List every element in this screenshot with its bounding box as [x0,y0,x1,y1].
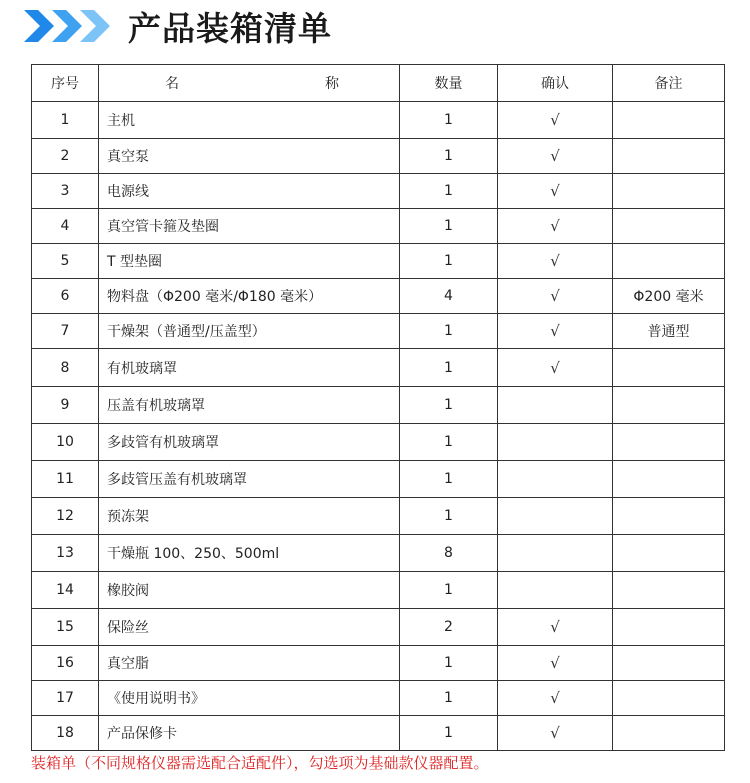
cell-confirm [498,646,613,681]
cell-remark [613,209,725,244]
cell-remark [613,681,725,716]
header-name-b: 称 [325,76,339,92]
cell-remark [613,535,725,572]
cell-confirm [498,572,613,609]
cell-remark [613,139,725,174]
cell-name: 物料盘（Φ200 毫米/Φ180 毫米） [99,279,400,314]
cell-remark [613,244,725,279]
cell-confirm [498,535,613,572]
cell-remark [613,716,725,751]
table-row [32,314,725,349]
checkmark-icon: √ [550,654,560,672]
header-confirm: 确认 [498,65,613,102]
table-row [32,716,725,751]
cell-remark [613,349,725,387]
cell-name: 产品保修卡 [99,716,400,751]
cell-qty: 1 [400,646,498,681]
cell-index: 12 [32,498,99,535]
cell-name: 橡胶阀 [99,572,400,609]
cell-qty: 1 [400,102,498,139]
cell-index: 2 [32,139,99,174]
table-row [32,646,725,681]
table-row [32,461,725,498]
cell-qty: 1 [400,349,498,387]
cell-name: 多歧管压盖有机玻璃罩 [99,461,400,498]
cell-index: 13 [32,535,99,572]
cell-confirm [498,609,613,646]
cell-confirm [498,681,613,716]
checkmark-icon: √ [550,111,560,129]
table-row [32,349,725,387]
table-header-row [32,65,725,102]
header-index: 序号 [32,65,99,102]
checkmark-icon: √ [550,358,560,377]
cell-qty: 1 [400,139,498,174]
cell-confirm [498,349,613,387]
checkmark-icon: √ [550,724,560,742]
cell-remark [613,572,725,609]
footer-note: 装箱单（不同规格仪器需选配合适配件），勾选项为基础款仪器配置。 [31,754,489,772]
cell-qty: 1 [400,209,498,244]
cell-remark: Φ200 毫米 [613,279,725,314]
cell-index: 18 [32,716,99,751]
cell-index: 3 [32,174,99,209]
page-title: 产品装箱清单 [128,8,332,48]
cell-qty: 2 [400,609,498,646]
table-row [32,102,725,139]
cell-qty: 1 [400,498,498,535]
cell-confirm [498,139,613,174]
chevron-arrows-icon [24,10,112,42]
cell-qty: 1 [400,716,498,751]
cell-index: 17 [32,681,99,716]
header-name-a: 名 [165,76,179,92]
table-body [32,102,725,751]
header [24,4,332,48]
header-name [99,65,400,102]
checkmark-icon: √ [550,618,560,636]
cell-name: 主机 [99,102,400,139]
cell-qty: 1 [400,572,498,609]
cell-index: 15 [32,609,99,646]
cell-index: 11 [32,461,99,498]
cell-name: 干燥架（普通型/压盖型） [99,314,400,349]
cell-name: 电源线 [99,174,400,209]
cell-qty: 1 [400,387,498,424]
cell-qty: 1 [400,174,498,209]
cell-qty: 1 [400,461,498,498]
cell-remark [613,461,725,498]
cell-confirm [498,498,613,535]
cell-index: 9 [32,387,99,424]
cell-index: 7 [32,314,99,349]
cell-index: 10 [32,424,99,461]
cell-index: 1 [32,102,99,139]
cell-confirm [498,461,613,498]
table-row [32,174,725,209]
cell-remark [613,174,725,209]
table-row [32,244,725,279]
cell-qty: 1 [400,681,498,716]
cell-remark [613,646,725,681]
checkmark-icon: √ [550,147,560,165]
table-row [32,498,725,535]
cell-confirm [498,102,613,139]
cell-name: 《使用说明书》 [99,681,400,716]
cell-index: 5 [32,244,99,279]
header-qty: 数量 [400,65,498,102]
cell-confirm [498,209,613,244]
checkmark-icon: √ [550,217,560,235]
cell-confirm [498,424,613,461]
cell-confirm [498,279,613,314]
checkmark-icon: √ [550,252,560,270]
cell-qty: 1 [400,424,498,461]
table-row [32,209,725,244]
cell-name: 真空泵 [99,139,400,174]
cell-confirm [498,387,613,424]
cell-confirm [498,244,613,279]
cell-index: 16 [32,646,99,681]
packing-list-table [31,64,725,751]
table-row [32,609,725,646]
cell-remark [613,387,725,424]
table-row [32,387,725,424]
cell-name: T 型垫圈 [99,244,400,279]
cell-qty: 4 [400,279,498,314]
table-row [32,279,725,314]
cell-name: 压盖有机玻璃罩 [99,387,400,424]
cell-qty: 1 [400,314,498,349]
cell-index: 6 [32,279,99,314]
cell-confirm [498,716,613,751]
cell-index: 4 [32,209,99,244]
cell-index: 14 [32,572,99,609]
cell-name: 多歧管有机玻璃罩 [99,424,400,461]
table-row [32,535,725,572]
cell-name: 有机玻璃罩 [99,349,400,387]
cell-remark [613,102,725,139]
table-row [32,424,725,461]
cell-remark [613,609,725,646]
checkmark-icon: √ [550,182,560,200]
header-remark: 备注 [613,65,725,102]
cell-remark [613,424,725,461]
checkmark-icon: √ [550,322,560,340]
table-row [32,681,725,716]
cell-name: 真空脂 [99,646,400,681]
cell-name: 真空管卡箍及垫圈 [99,209,400,244]
cell-qty: 8 [400,535,498,572]
cell-confirm [498,314,613,349]
cell-name: 预冻架 [99,498,400,535]
cell-index: 8 [32,349,99,387]
cell-name: 保险丝 [99,609,400,646]
cell-remark [613,498,725,535]
cell-confirm [498,174,613,209]
cell-remark: 普通型 [613,314,725,349]
cell-name: 干燥瓶 100、250、500ml [99,535,400,572]
checkmark-icon: √ [550,287,560,305]
table-row [32,139,725,174]
table-row [32,572,725,609]
cell-qty: 1 [400,244,498,279]
checkmark-icon: √ [550,689,560,707]
